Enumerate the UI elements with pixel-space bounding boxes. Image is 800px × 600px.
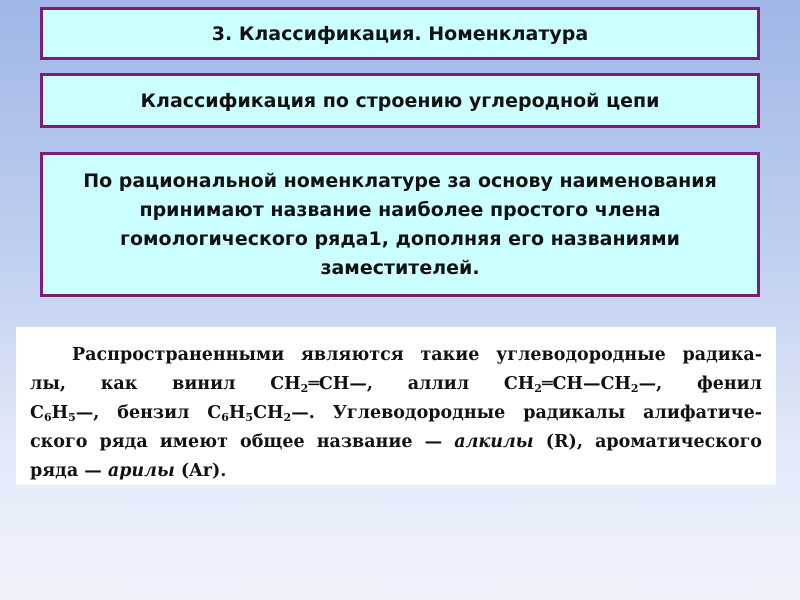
slide-subtitle-box [40, 73, 760, 128]
description-text: По рациональной номенклатуре за основу наименования принимают название наиболее простого члена гомологического ряда1, дополняя его названиями заместителей. [83, 169, 717, 279]
scanned-text-image [16, 327, 776, 485]
scanned-line-4: ского ряда имеют общее название — алкилы (R), ароматического [30, 432, 762, 452]
scanned-line-2: лы, как винил $CH_2═CH—$, аллил $CH_2═CH—CH_2—$, фенил [30, 374, 762, 395]
scanned-line-5: ряда — арилы (Ar). [30, 461, 227, 481]
scanned-line-3: $C_6H_5—$, бензил $C_6H_5CH_2—$. Углеводородные радикалы алифатиче- [30, 403, 762, 424]
slide-title-box [40, 7, 760, 60]
description-box [40, 152, 760, 297]
slide-subtitle: Классификация по строению углеродной цепи [140, 89, 660, 112]
slide-title: 3. Классификация. Номенклатура [211, 22, 589, 45]
scanned-line-1: Распространенными являются такие углеводородные радика- [72, 345, 762, 365]
